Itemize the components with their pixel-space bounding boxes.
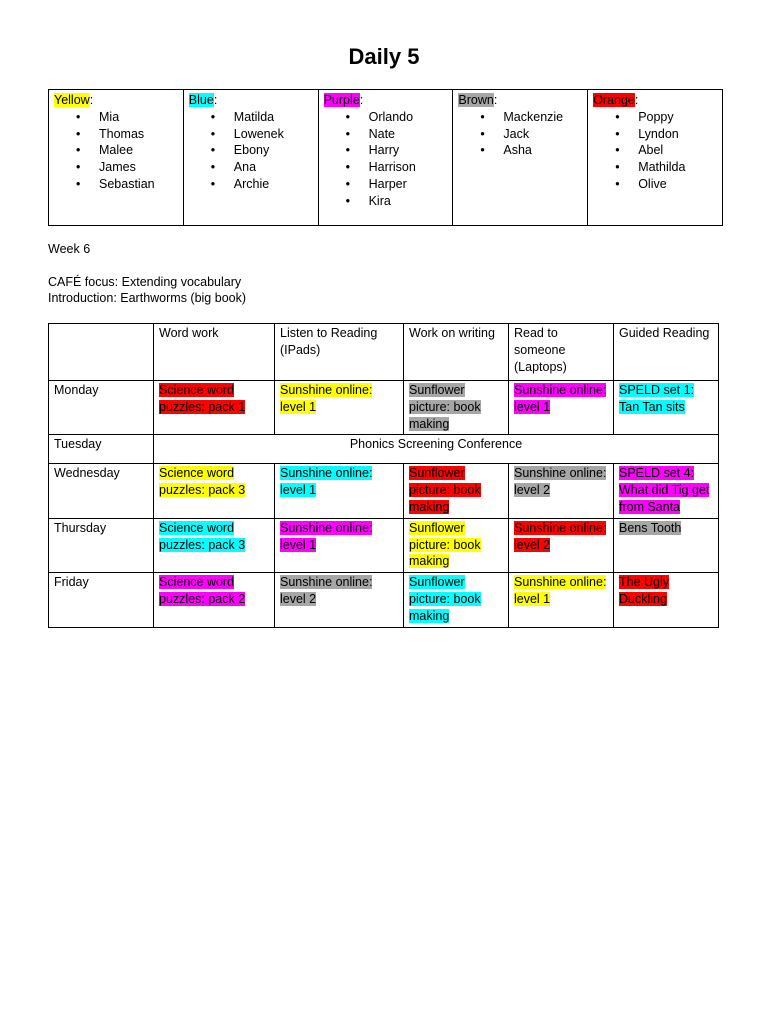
group-member: • Asha <box>503 142 582 159</box>
group-name-yellow: Yellow <box>54 93 90 107</box>
group-member: • Kira <box>369 193 448 210</box>
group-member: • Abel <box>638 142 717 159</box>
group-member: • Harper <box>369 176 448 193</box>
group-member: • Jack <box>503 126 582 143</box>
group-member: • Harrison <box>369 159 448 176</box>
schedule-header-row <box>49 324 719 381</box>
group-yellow: Yellow: • Mia • Thomas • Malee • James • Sebastian <box>49 90 184 226</box>
header-cell: Guided Reading <box>614 324 719 381</box>
day-label: Tuesday <box>49 435 154 464</box>
group-member: • Lowenek <box>234 126 313 143</box>
group-member: • Mia <box>99 109 178 126</box>
group-members-brown <box>458 109 582 159</box>
week-label: Week 6 <box>48 242 91 256</box>
activity-cell: Science word puzzles: pack 3 <box>159 520 246 552</box>
group-members-purple <box>324 109 448 210</box>
day-label: Wednesday <box>49 464 154 518</box>
groups-row <box>49 90 723 226</box>
group-member: • Ebony <box>234 142 313 159</box>
activity-cell: SPELD set 4: What did Tig get from Santa <box>619 466 710 514</box>
group-purple: Purple: • Orlando • Nate • Harry • Harrison • Harper • Kira <box>318 90 453 226</box>
header-cell: Work on writing <box>404 324 509 381</box>
activity-cell: Sunshine online: level 1 <box>280 520 373 552</box>
tuesday-note: Phonics Screening Conference <box>154 435 719 464</box>
activity-cell: Bens Tooth <box>619 520 682 535</box>
activity-cell: Sunshine online: level 1 <box>514 575 607 606</box>
header-cell: Read to someone (Laptops) <box>509 324 614 381</box>
group-member: • Mackenzie <box>503 109 582 126</box>
activity-cell: Science word puzzles: pack 2 <box>159 575 246 606</box>
group-name-purple: Purple <box>323 93 360 107</box>
group-member: • James <box>99 159 178 176</box>
activity-cell: The Ugly Duckling <box>619 575 670 606</box>
cafe-focus: CAFÉ focus: Extending vocabulary <box>48 275 242 289</box>
schedule-row-monday <box>49 381 719 435</box>
group-member: • Olive <box>638 176 717 193</box>
group-name-brown: Brown <box>458 93 494 107</box>
activity-cell: SPELD set 1: Tan Tan sits <box>619 383 695 414</box>
group-name-blue: Blue <box>188 93 214 107</box>
group-members-orange <box>593 109 717 193</box>
group-member: • Ana <box>234 159 313 176</box>
activity-cell: Science word puzzles: pack 3 <box>159 466 246 498</box>
header-cell: Word work <box>154 324 275 381</box>
group-member: • Orlando <box>369 109 448 126</box>
day-label: Friday <box>49 573 154 627</box>
schedule-row-thursday <box>49 518 719 572</box>
weekly-schedule-table <box>48 323 719 628</box>
group-member: • Poppy <box>638 109 717 126</box>
activity-cell: Sunflower picture: book making <box>409 383 481 431</box>
group-member: • Lyndon <box>638 126 717 143</box>
group-brown: Brown: • Mackenzie • Jack • Asha <box>453 90 588 226</box>
group-blue: Blue: • Matilda • Lowenek • Ebony • Ana • Archie <box>183 90 318 226</box>
group-name-orange: Orange <box>593 93 635 107</box>
group-members-blue <box>189 109 313 193</box>
activity-cell: Sunshine online: level 1 <box>514 383 607 414</box>
schedule-row-friday <box>49 573 719 627</box>
schedule-row-tuesday <box>49 435 719 464</box>
group-member: • Malee <box>99 142 178 159</box>
page-title: Daily 5 <box>348 44 420 69</box>
header-cell <box>49 324 154 381</box>
activity-cell: Sunflower picture: book making <box>409 575 481 623</box>
activity-cell: Sunshine online: level 2 <box>514 466 607 498</box>
group-member: • Archie <box>234 176 313 193</box>
activity-cell: Sunshine online: level 2 <box>280 575 373 606</box>
activity-cell: Sunflower picture: book making <box>409 520 481 569</box>
activity-cell: Sunshine online: level 1 <box>280 466 373 498</box>
activity-cell: Sunshine online: level 1 <box>280 383 373 414</box>
group-member: • Nate <box>369 126 448 143</box>
activity-cell: Sunflower picture: book making <box>409 466 481 514</box>
group-member: • Harry <box>369 142 448 159</box>
group-member: • Matilda <box>234 109 313 126</box>
introduction: Introduction: Earthworms (big book) <box>48 291 247 305</box>
reading-groups-table <box>48 89 723 226</box>
group-orange: Orange: • Poppy • Lyndon • Abel • Mathilda • Olive <box>588 90 723 226</box>
group-member: • Mathilda <box>638 159 717 176</box>
activity-cell: Sunshine online: level 2 <box>514 520 607 552</box>
header-cell: Listen to Reading (IPads) <box>275 324 404 381</box>
activity-cell: Science word puzzles: pack 1 <box>159 383 246 414</box>
day-label: Thursday <box>49 518 154 572</box>
day-label: Monday <box>49 381 154 435</box>
group-member: • Thomas <box>99 126 178 143</box>
group-member: • Sebastian <box>99 176 178 193</box>
group-members-yellow <box>54 109 178 193</box>
schedule-row-wednesday <box>49 464 719 518</box>
